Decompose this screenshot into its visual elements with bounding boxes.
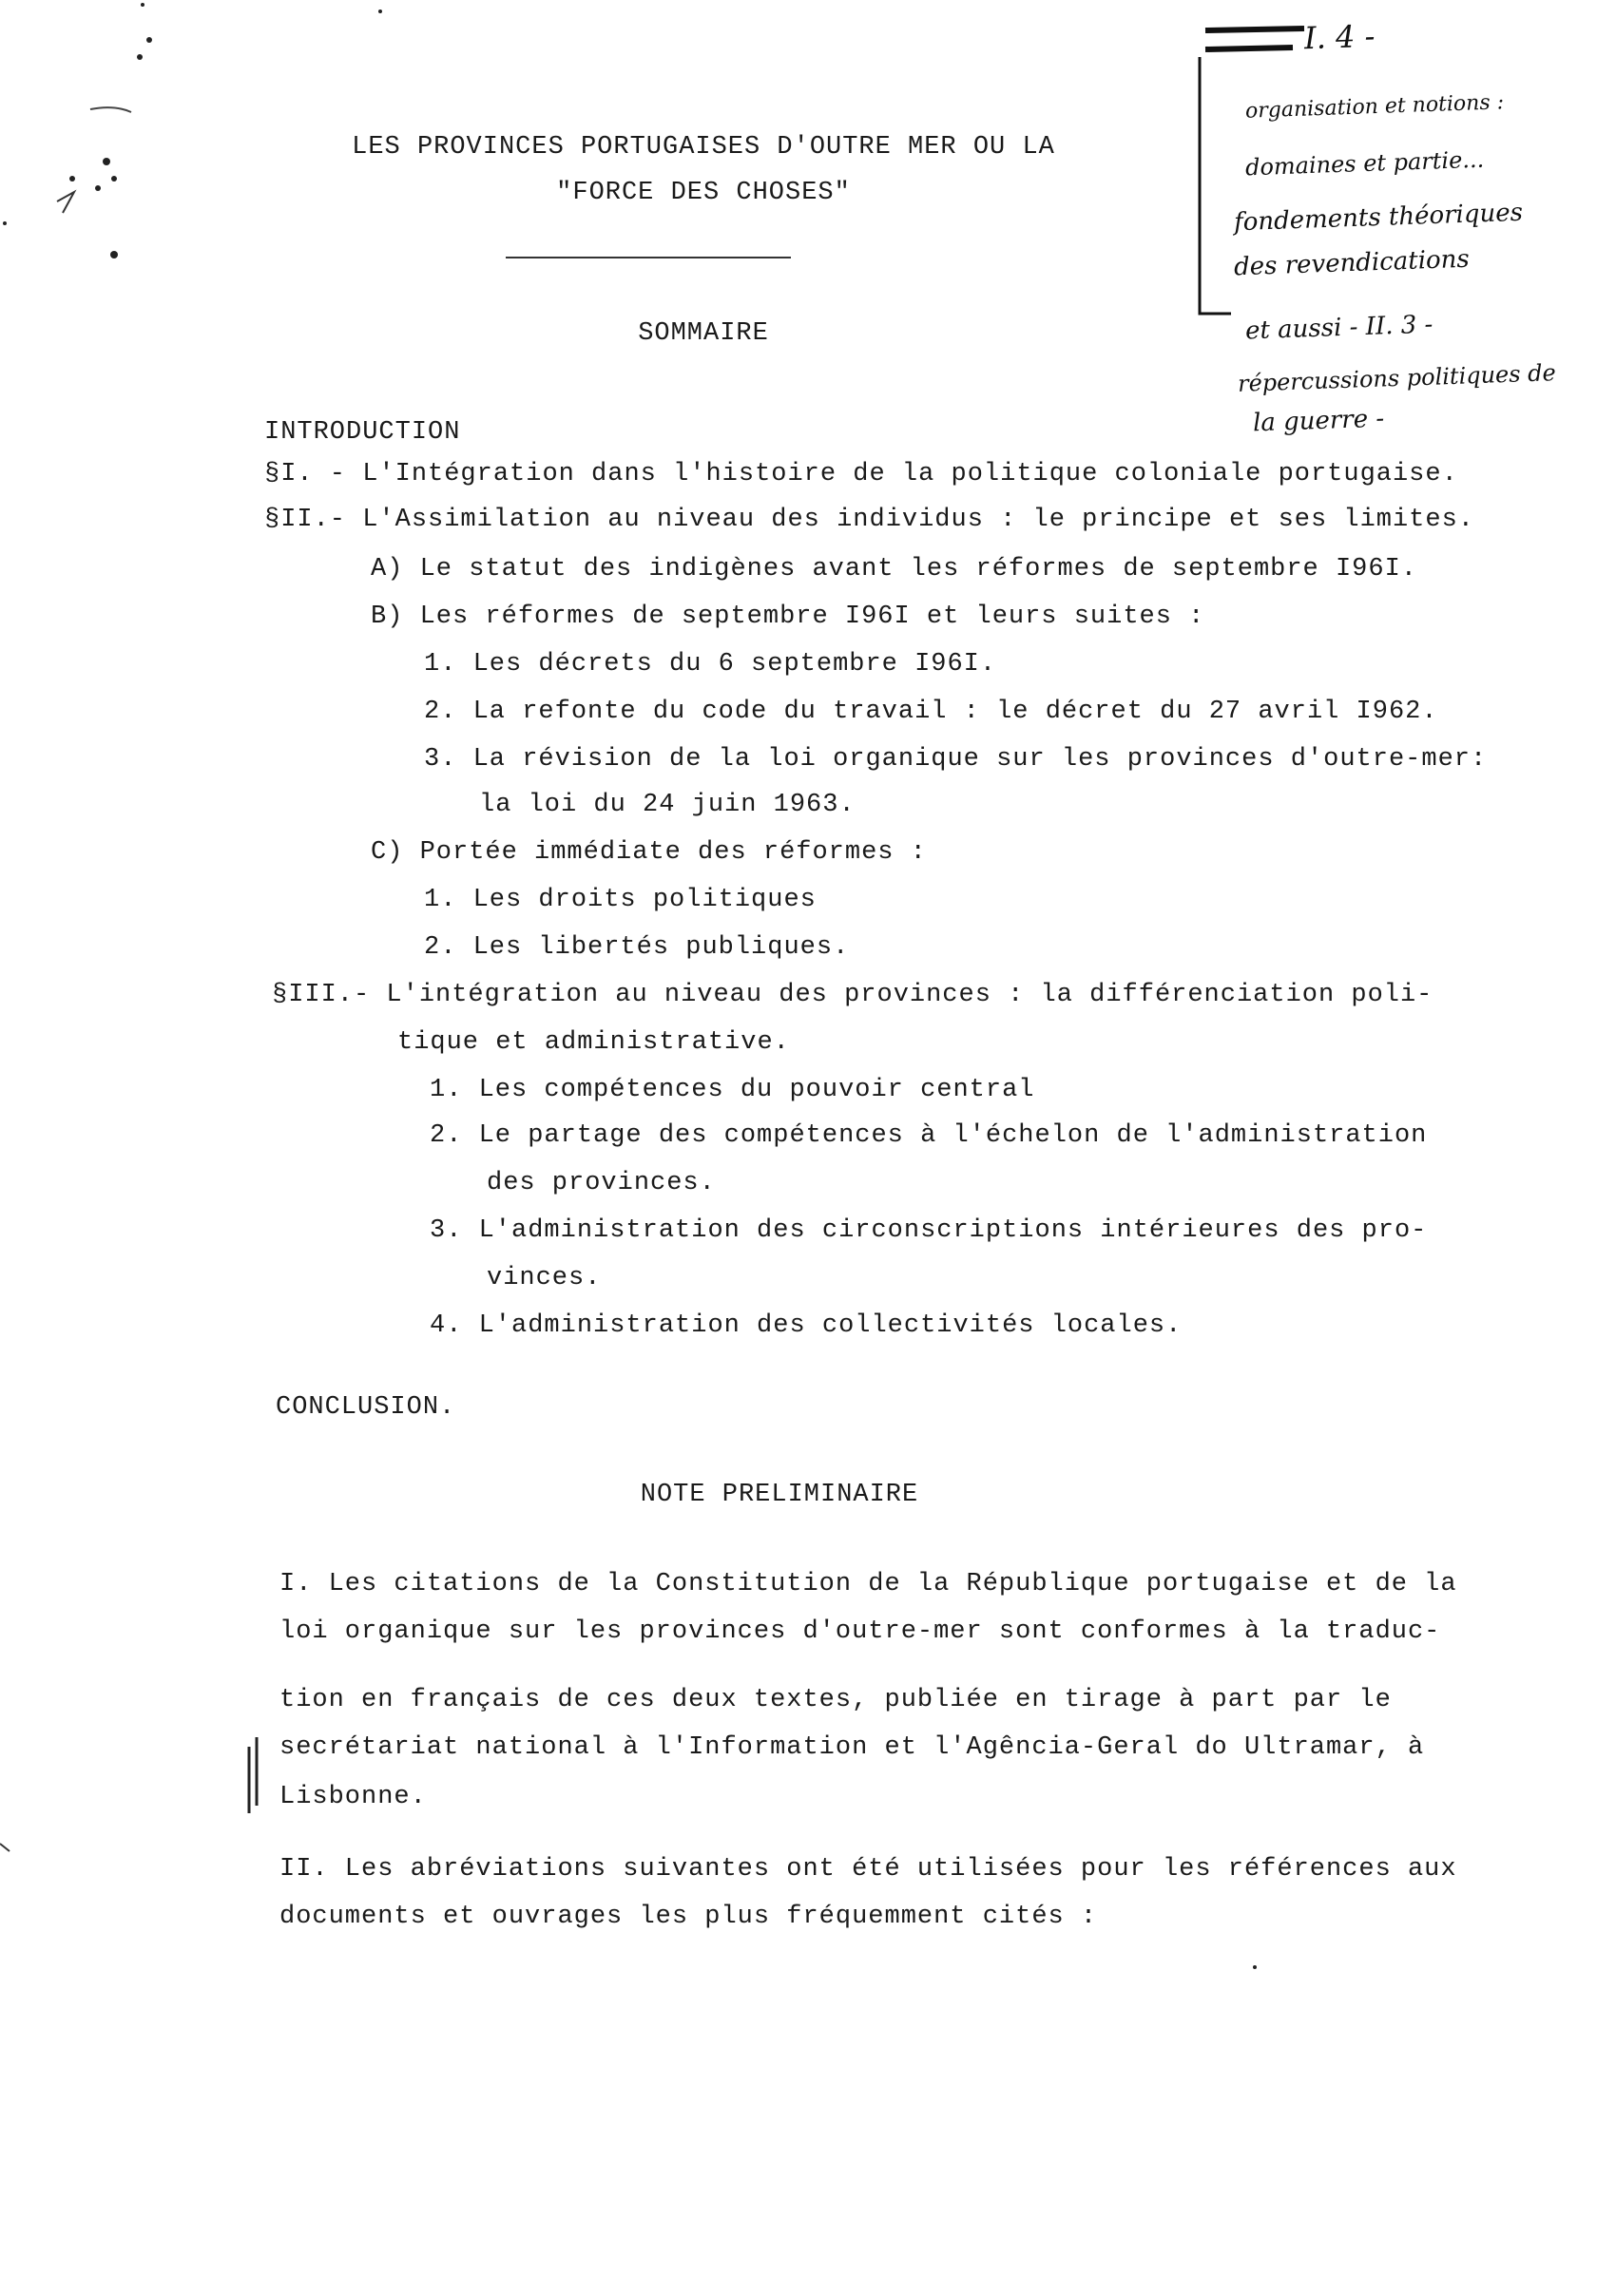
note-paragraph-2-line-1: II. Les abréviations suivantes ont été utilisées pour les références aux (279, 1855, 1457, 1884)
toc-introduction: INTRODUCTION (264, 418, 461, 447)
note-paragraph-1-line-3: tion en français de ces deux textes, publiée en tirage à part par le (279, 1686, 1392, 1714)
handwritten-note-line-6: et aussi - II. 3 - (1244, 310, 1433, 346)
handwritten-note-line-8: la guerre - (1252, 404, 1385, 438)
toc-section-3-2-line-1: 2. Le partage des compétences à l'échelon de l'administration (430, 1121, 1428, 1150)
toc-section-2-c-1: 1. Les droits politiques (424, 886, 817, 914)
toc-section-2-b-3-line-2: la loi du 24 juin 1963. (479, 791, 856, 819)
toc-section-3-3-line-1: 3. L'administration des circonscriptions intérieures des pro- (430, 1216, 1428, 1245)
toc-section-2-b: B) Les réformes de septembre I96I et leurs suites : (371, 603, 1205, 631)
toc-conclusion: CONCLUSION. (276, 1393, 456, 1422)
toc-section-2-b-2: 2. La refonte du code du travail : le décret du 27 avril I962. (424, 698, 1438, 726)
toc-section-2-b-3-line-1: 3. La révision de la loi organique sur les provinces d'outre-mer: (424, 745, 1488, 774)
toc-section-2: §II.- L'Assimilation au niveau des individus : le principe et ses limites. (264, 506, 1474, 534)
toc-section-2-c-2: 2. Les libertés publiques. (424, 933, 850, 962)
document-title-line-1: LES PROVINCES PORTUGAISES D'OUTRE MER OU LA (352, 133, 1055, 162)
toc-section-3-line-1: §III.- L'intégration au niveau des provinces : la différenciation poli- (272, 981, 1433, 1009)
handwritten-note-line-5: des revendications (1233, 244, 1471, 282)
toc-section-2-a: A) Le statut des indigènes avant les réformes de septembre I96I. (371, 555, 1417, 584)
note-paragraph-1-line-4: secrétariat national à l'Information et l'Agência-Geral do Ultramar, à (279, 1733, 1425, 1762)
note-paragraph-1-line-2: loi organique sur les provinces d'outre-mer sont conformes à la traduc- (279, 1617, 1441, 1646)
sommaire-heading: SOMMAIRE (638, 319, 769, 348)
toc-section-3-line-2: tique et administrative. (397, 1028, 790, 1057)
note-paragraph-1-line-1: I. Les citations de la Constitution de la République portugaise et de la (279, 1570, 1457, 1598)
handwritten-note-line-4: fondements théoriques (1233, 198, 1524, 238)
toc-section-2-b-1: 1. Les décrets du 6 septembre I96I. (424, 650, 997, 679)
note-preliminaire-heading: NOTE PRELIMINAIRE (640, 1481, 919, 1509)
title-divider (506, 257, 791, 258)
toc-section-3-1: 1. Les compétences du pouvoir central (430, 1076, 1035, 1104)
note-paragraph-1-line-5: Lisbonne. (279, 1783, 427, 1811)
toc-section-1: §I. - L'Intégration dans l'histoire de la politique coloniale portugaise. (264, 460, 1458, 488)
handwritten-note-line-3: domaines et partie... (1244, 145, 1485, 182)
handwritten-note-line-2: organisation et notions : (1244, 90, 1505, 124)
toc-section-3-3-line-2: vinces. (487, 1264, 602, 1292)
note-paragraph-2-line-2: documents et ouvrages les plus fréquemment cités : (279, 1903, 1098, 1931)
handwritten-note-line-7: répercussions politiques de (1237, 359, 1557, 397)
handwritten-note-line-1: I. 4 - (1303, 17, 1376, 57)
toc-section-3-2-line-2: des provinces. (487, 1169, 716, 1197)
toc-section-3-4: 4. L'administration des collectivités locales. (430, 1311, 1183, 1340)
toc-section-2-c: C) Portée immédiate des réformes : (371, 838, 927, 867)
document-title-line-2: "FORCE DES CHOSES" (556, 179, 851, 207)
